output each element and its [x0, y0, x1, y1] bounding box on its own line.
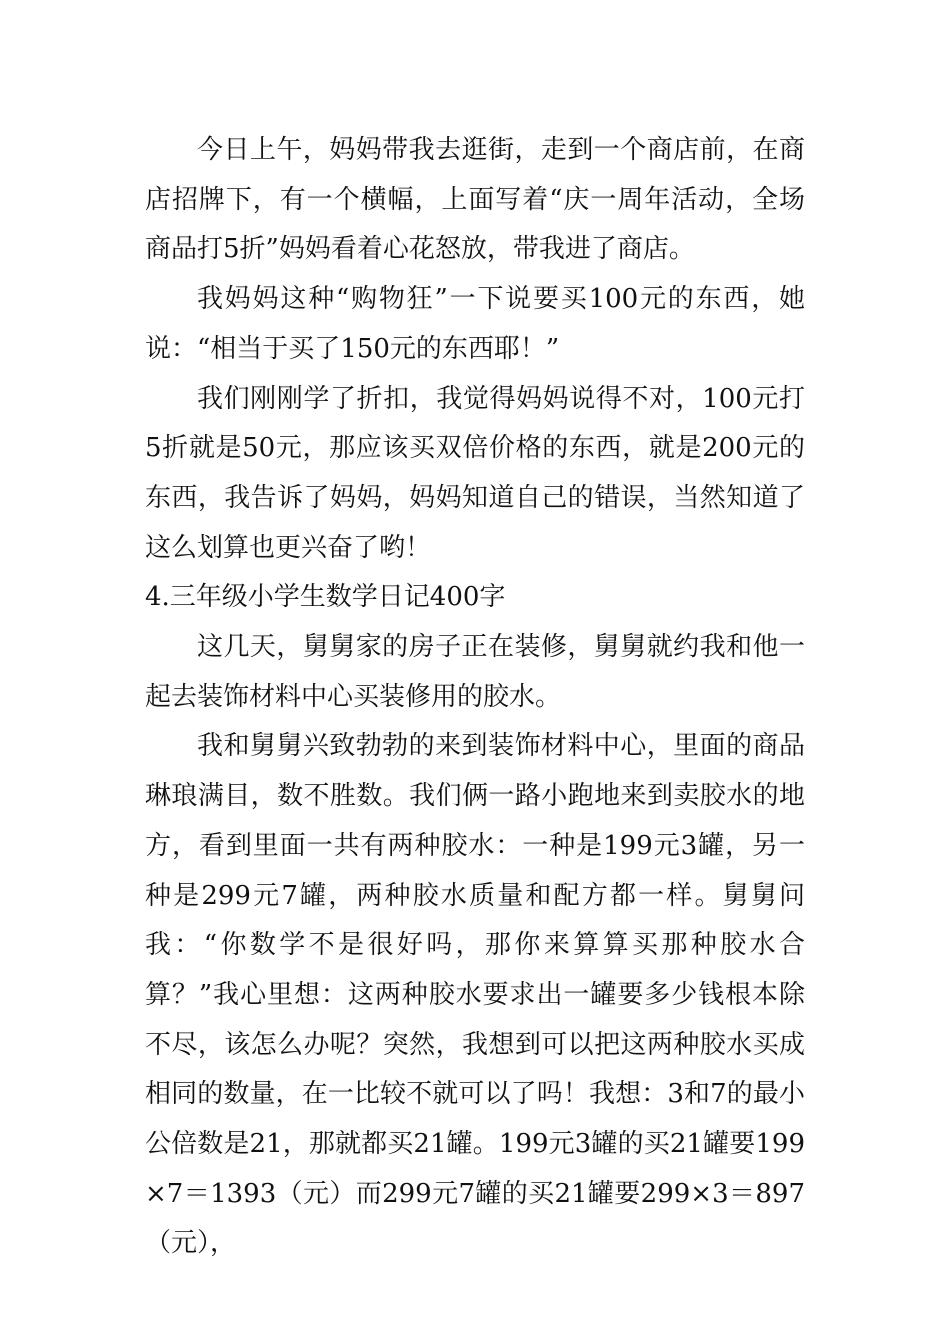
paragraph-renovation-intro: 这几天，舅舅家的房子正在装修，舅舅就约我和他一起去装饰材料中心买装修用的胶水。: [145, 632, 805, 712]
document-body: [145, 126, 805, 1269]
paragraph-mom-quote: 我妈妈这种“购物狂”一下说要买100元的东西，她说：“相当于买了150元的东西耶！”: [145, 284, 805, 364]
section-heading: 4.三年级小学生数学日记400字: [145, 582, 506, 613]
paragraph-discount-reasoning: 我们刚刚学了折扣，我觉得妈妈说得不对，100元打5折就是50元，那应该买双倍价格的东西，就是200元的东西，我告诉了妈妈，妈妈知道自己的错误，当然知道了这么划算也更兴奋了哟！: [145, 383, 805, 563]
paragraph-shopping-intro: 今日上午，妈妈带我去逛街，走到一个商店前，在商店招牌下，有一个横幅，上面写着“庆一周年活动，全场商品打5折”妈妈看着心花怒放，带我进了商店。: [145, 135, 805, 265]
paragraph-glue-comparison: 我和舅舅兴致勃勃的来到装饰材料中心，里面的商品琳琅满目，数不胜数。我们俩一路小跑地来到卖胶水的地方，看到里面一共有两种胶水：一种是199元3罐，另一种是299元7罐，两种胶水质量和配方都一样。舅舅问我：“你数学不是很好吗，那你来算算买那种胶水合算？”我心里想：这两种胶水要求出一罐要多少钱根本除不尽，该怎么办呢？突然，我想到可以把这两种胶水买成相同的数量，在一比较不就可以了吗！我想：3和7的最小公倍数是21，那就都买21罐。199元3罐的买21罐要199×7＝1393（元）而299元7罐的买21罐要299×3＝897（元），: [145, 731, 805, 1259]
